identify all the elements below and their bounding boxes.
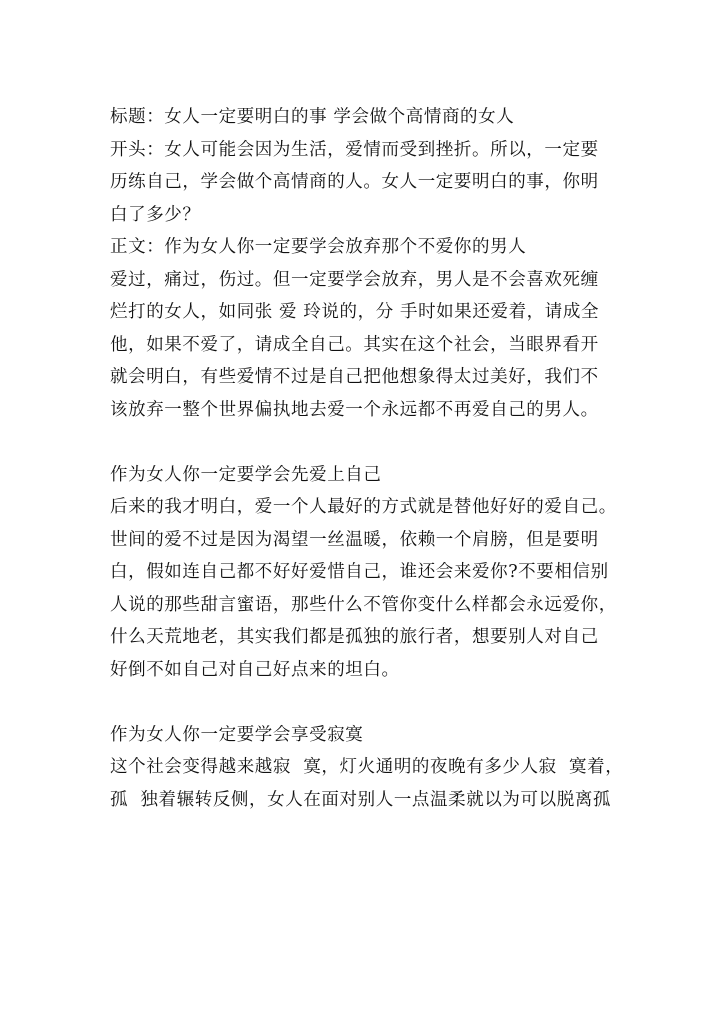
section-3-line-2: 孤 独着辗转反侧，女人在面对别人一点温柔就以为可以脱离孤 <box>110 789 612 810</box>
section-2-line-1: 后来的我才明白，爱一个人最好的方式就是替他好好的爱自己。 <box>110 497 617 517</box>
section-1-line-4: 就会明白，有些爱情不过是自己把他想象得太过美好，我们不 <box>110 367 599 387</box>
section-3-line-1: 这个社会变得越来越寂 寞，灯火通明的夜晚有多少人寂 寞着， <box>110 757 624 777</box>
intro-line-3: 白了多少？ <box>110 204 201 225</box>
section-1-heading: 正文：作为女人你一定要学会放弃那个不爱你的男人 <box>110 237 527 257</box>
paragraph-spacer <box>110 426 630 459</box>
section-2-heading: 作为女人你一定要学会先爱上自己 <box>110 464 382 485</box>
article-body <box>110 101 630 816</box>
intro-line-2: 历练自己，学会做个高情商的人。女人一定要明白的事，你明 <box>110 172 599 192</box>
intro-line-1: 开头：女人可能会因为生活，爱情而受到挫折。所以，一定要 <box>110 139 599 160</box>
section-1-line-3: 他，如果不爱了，请成全自己。其实在这个社会，当眼界看开 <box>110 334 599 355</box>
paragraph-spacer <box>110 686 630 719</box>
section-1-line-5: 该放弃一整个世界偏执地去爱一个永远都不再爱自己的男人。 <box>110 399 599 420</box>
section-2-line-3: 白，假如连自己都不好好爱惜自己，谁还会来爱你?不要相信别 <box>110 562 609 582</box>
section-2-line-6: 好倒不如自己对自己好点来的坦白。 <box>110 659 400 680</box>
section-1-line-1: 爱过，痛过，伤过。但一定要学会放弃，男人是不会喜欢死缠 <box>110 269 599 290</box>
title-line: 标题：女人一定要明白的事 学会做个高情商的女人 <box>110 107 515 127</box>
section-3-heading: 作为女人你一定要学会享受寂寞 <box>110 724 364 745</box>
section-2-line-5: 什么天荒地老，其实我们都是孤独的旅行者，想要别人对自己 <box>110 627 599 647</box>
section-1-line-2: 烂打的女人，如同张 爱 玲说的，分 手时如果还爱着，请成全 <box>110 302 600 322</box>
section-2-line-2: 世间的爱不过是因为渴望一丝温暖，依赖一个肩膀，但是要明 <box>110 529 599 550</box>
section-2-line-4: 人说的那些甜言蜜语，那些什么不管你变什么样都会永远爱你， <box>110 594 617 615</box>
